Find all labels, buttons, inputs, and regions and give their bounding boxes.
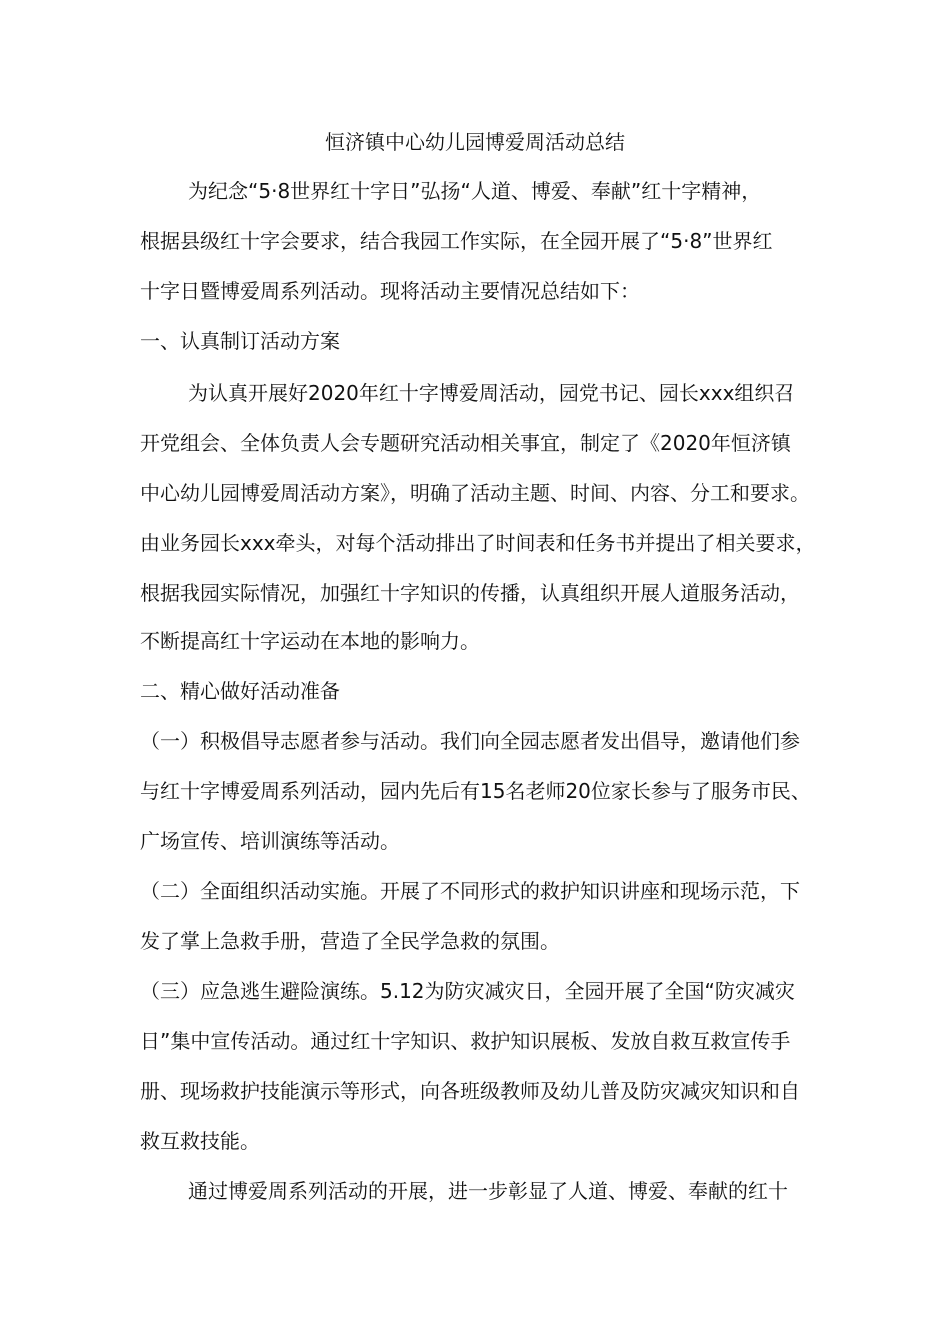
paragraph-line: 开党组会、全体负责人会专题研究活动相关事宜，制定了《2020年恒济镇 <box>140 431 791 455</box>
paragraph-line: 为纪念“5·8世界红十字日”弘扬“人道、博爱、奉献”红十字精神， <box>188 179 762 203</box>
paragraph-line: 为认真开展好2020年红十字博爱周活动，园党书记、园长xxx组织召 <box>188 381 795 405</box>
paragraph-line: 救互救技能。 <box>140 1129 260 1153</box>
paragraph-line: 由业务园长xxx牵头，对每个活动排出了时间表和任务书并提出了相关要求， <box>140 531 816 555</box>
section-heading: 二、精心做好活动准备 <box>140 679 340 703</box>
paragraph-line: 根据县级红十字会要求，结合我园工作实际，在全园开展了“5·8”世界红 <box>140 229 773 253</box>
paragraph-line: 日”集中宣传活动。通过红十字知识、救护知识展板、发放自救互救宣传手 <box>140 1029 791 1053</box>
paragraph-line: （二）全面组织活动实施。开展了不同形式的救护知识讲座和现场示范，下 <box>140 879 800 903</box>
paragraph-line: 十字日暨博爱周系列活动。现将活动主要情况总结如下： <box>140 279 640 303</box>
paragraph-line: 册、现场救护技能演示等形式，向各班级教师及幼儿普及防灾减灾知识和自 <box>140 1079 800 1103</box>
paragraph-line: 不断提高红十字运动在本地的影响力。 <box>140 629 480 653</box>
paragraph-line: 广场宣传、培训演练等活动。 <box>140 829 400 853</box>
paragraph-line: 与红十字博爱周系列活动，园内先后有15名老师20位家长参与了服务市民、 <box>140 779 811 803</box>
paragraph-line: 根据我园实际情况，加强红十字知识的传播，认真组织开展人道服务活动， <box>140 581 800 605</box>
paragraph-line: 通过博爱周系列活动的开展，进一步彰显了人道、博爱、奉献的红十 <box>188 1179 788 1203</box>
document-title: 恒济镇中心幼儿园博爱周活动总结 <box>325 130 625 154</box>
paragraph-line: 发了掌上急救手册，营造了全民学急救的氛围。 <box>140 929 560 953</box>
paragraph-line: 中心幼儿园博爱周活动方案》，明确了活动主题、时间、内容、分工和要求。 <box>140 481 810 505</box>
section-heading: 一、认真制订活动方案 <box>140 329 340 353</box>
paragraph-line: （三）应急逃生避险演练。5.12为防灾减灾日，全园开展了全国“防灾减灾 <box>140 979 795 1003</box>
paragraph-line: （一）积极倡导志愿者参与活动。我们向全园志愿者发出倡导，邀请他们参 <box>140 729 800 753</box>
